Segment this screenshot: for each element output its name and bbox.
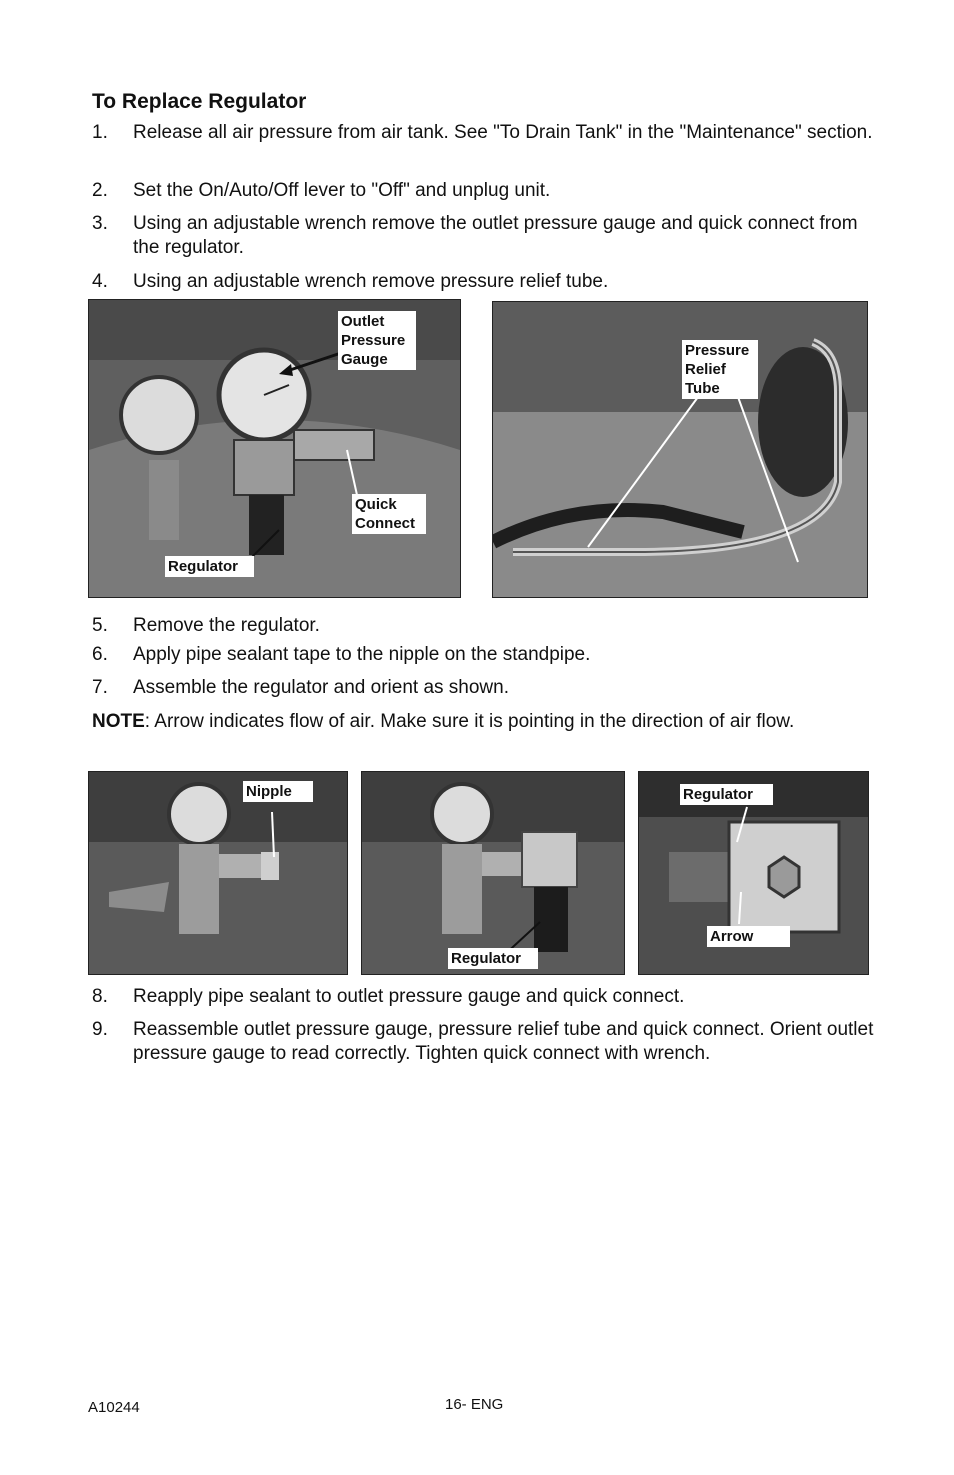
- step-5: [92, 614, 882, 638]
- step-3: [92, 212, 882, 260]
- callout-regulator: Regulator: [448, 948, 538, 969]
- step-number: 9.: [92, 1019, 108, 1040]
- photo-pressure-relief-tube: [492, 301, 868, 598]
- step-8: [92, 985, 882, 1009]
- page-number: 16- ENG: [445, 1396, 504, 1413]
- step-text: Using an adjustable wrench remove pressure relief tube.: [133, 271, 609, 292]
- step-number: 1.: [92, 122, 108, 143]
- callout-regulator: Regulator: [165, 556, 254, 577]
- step-text: Reassemble outlet pressure gauge, pressure relief tube and quick connect. Orient outlet pressure gauge to read correctly. Tighten quick connect with wrench.: [133, 1019, 874, 1064]
- step-7: [92, 676, 882, 700]
- step-1: [92, 121, 882, 145]
- photo-regulator-placed: [361, 771, 625, 975]
- step-4: [92, 270, 882, 294]
- step-number: 5.: [92, 615, 108, 636]
- step-number: 4.: [92, 271, 108, 292]
- step-2: [92, 179, 882, 203]
- note-paragraph: [92, 710, 852, 734]
- photo-regulator-arrow: [638, 771, 869, 975]
- callout-nipple: Nipple: [243, 781, 313, 802]
- callout-regulator: Regulator: [680, 784, 773, 805]
- step-number: 8.: [92, 986, 108, 1007]
- section-heading: To Replace Regulator: [92, 90, 307, 113]
- callout-outlet-pressure-gauge: Outlet Pressure Gauge: [338, 311, 416, 370]
- step-text: Using an adjustable wrench remove the outlet pressure gauge and quick connect from the regulator.: [133, 213, 858, 258]
- step-9: [92, 1018, 882, 1066]
- callout-arrow: Arrow: [707, 926, 790, 947]
- document-code: A10244: [88, 1399, 140, 1416]
- step-number: 7.: [92, 677, 108, 698]
- step-6: [92, 643, 882, 667]
- step-text: Release all air pressure from air tank. See "To Drain Tank" in the "Maintenance" section.: [133, 122, 873, 143]
- step-number: 2.: [92, 180, 108, 201]
- step-text: Assemble the regulator and orient as shown.: [133, 677, 509, 698]
- step-number: 3.: [92, 213, 108, 234]
- step-text: Set the On/Auto/Off lever to "Off" and unplug unit.: [133, 180, 551, 201]
- note-label: NOTE: [92, 711, 145, 732]
- note-text: : Arrow indicates flow of air. Make sure it is pointing in the direction of air flow.: [144, 711, 795, 732]
- step-number: 6.: [92, 644, 108, 665]
- photo-regulator-assembly: [88, 299, 461, 598]
- photo-nipple: [88, 771, 348, 975]
- callout-pressure-relief-tube: Pressure Relief Tube: [682, 340, 758, 399]
- callout-quick-connect: Quick Connect: [352, 494, 426, 534]
- step-text: Remove the regulator.: [133, 615, 320, 636]
- step-text: Reapply pipe sealant to outlet pressure gauge and quick connect.: [133, 986, 685, 1007]
- step-text: Apply pipe sealant tape to the nipple on the standpipe.: [133, 644, 591, 665]
